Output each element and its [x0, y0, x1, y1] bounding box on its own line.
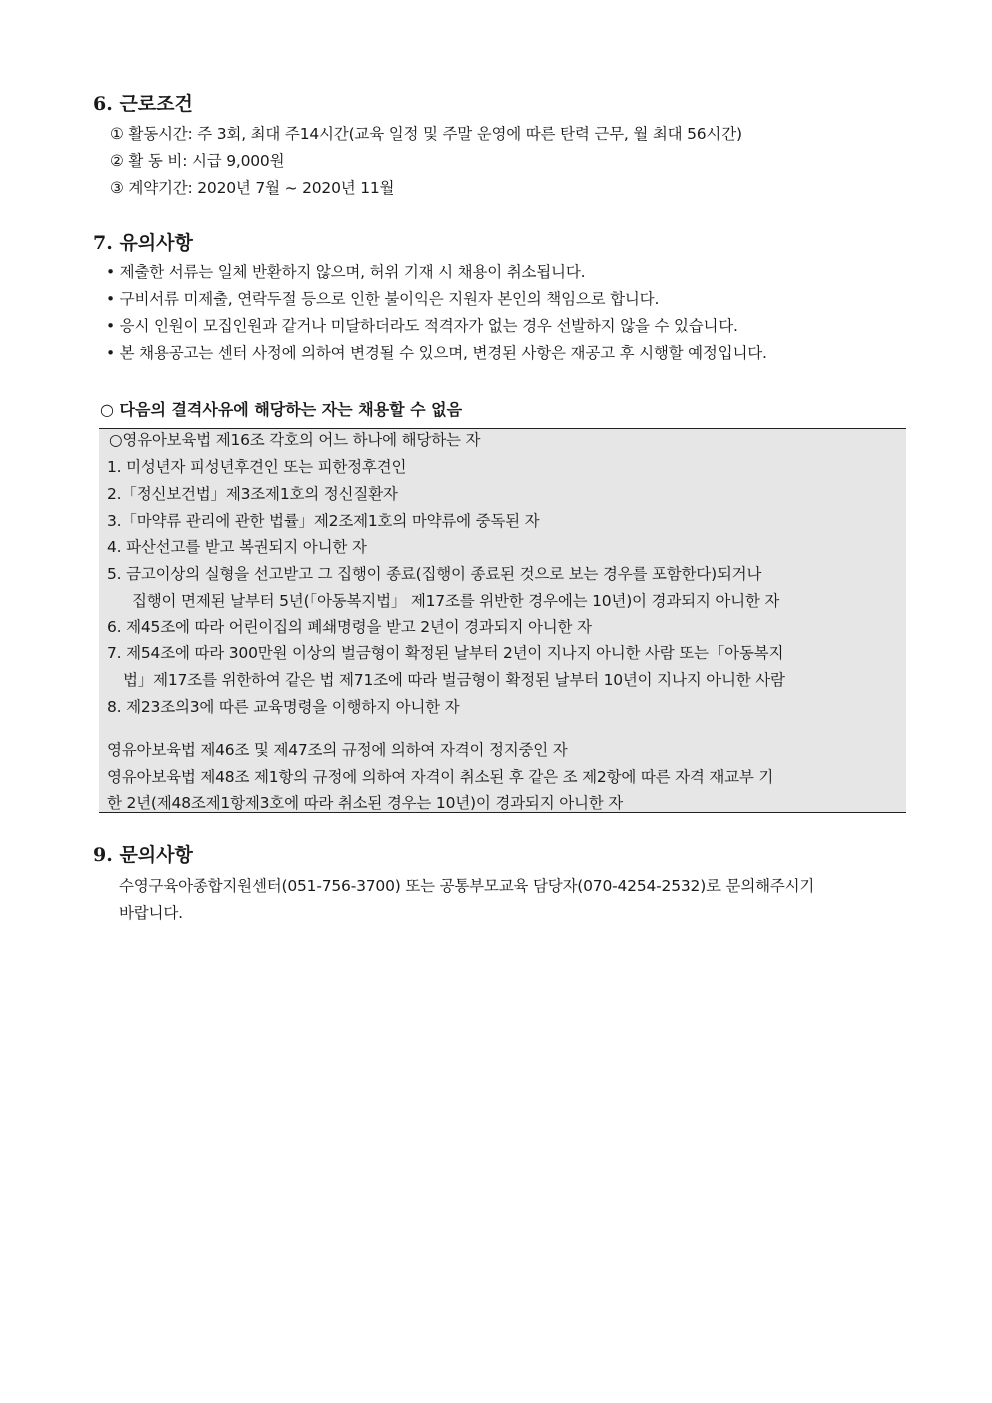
disqualification-item: 2.「정신보건법」제3조제1호의 정신질환자	[107, 485, 398, 503]
work-pay: ② 활 동 비: 시급 9,000원	[110, 152, 285, 170]
disqualification-item: 3.「마약류 관리에 관한 법률」제2조제1호의 마약류에 중독된 자	[107, 512, 540, 530]
section-7-title: 7. 유의사항	[93, 232, 193, 254]
disqualification-extra: 영유아보육법 제48조 제1항의 규정에 의하여 자격이 취소된 후 같은 조 제2항에 따른 자격 재교부 기	[107, 768, 774, 786]
section-9-title: 9. 문의사항	[93, 844, 193, 866]
disqualification-item: 1. 미성년자 피성년후견인 또는 피한정후견인	[107, 458, 407, 476]
notice-item: • 제출한 서류는 일체 반환하지 않으며, 허위 기재 시 채용이 취소됩니다.	[106, 263, 586, 281]
disqualification-extra: 영유아보육법 제46조 및 제47조의 규정에 의하여 자격이 정지중인 자	[107, 741, 568, 759]
disqualification-item-continuation: 집행이 면제된 날부터 5년(「아동복지법」 제17조를 위반한 경우에는 10년)이 경과되지 아니한 자	[132, 592, 780, 610]
work-hours: ① 활동시간: 주 3회, 최대 주14시간(교육 일정 및 주말 운영에 따른 탄력 근무, 월 최대 56시간)	[110, 125, 742, 143]
disqualification-item: 8. 제23조의3에 따른 교육명령을 이행하지 아니한 자	[107, 698, 460, 716]
contact-text-continuation: 바랍니다.	[119, 904, 183, 922]
disqualification-extra-continuation: 한 2년(제48조제1항제3호에 따라 취소된 경우는 10년)이 경과되지 아니한 자	[107, 794, 624, 812]
notice-item: • 본 채용공고는 센터 사정에 의하여 변경될 수 있으며, 변경된 사항은 재공고 후 시행할 예정입니다.	[106, 344, 767, 362]
disqualification-item-continuation: 법」제17조를 위한하여 같은 법 제71조에 따라 벌금형이 확정된 날부터 10년이 지나지 아니한 사람	[123, 671, 785, 689]
contract-period: ③ 계약기간: 2020년 7월 ~ 2020년 11월	[110, 179, 395, 197]
disqualification-heading: ○ 다음의 결격사유에 해당하는 자는 채용할 수 없음	[100, 400, 463, 419]
contact-text: 수영구육아종합지원센터(051-756-3700) 또는 공통부모교육 담당자(070-4254-2532)로 문의해주시기	[119, 877, 815, 895]
notice-item: • 구비서류 미제출, 연락두절 등으로 인한 불이익은 지원자 본인의 책임으로 합니다.	[106, 290, 660, 308]
disqualification-item: 5. 금고이상의 실형을 선고받고 그 집행이 종료(집행이 종료된 것으로 보는 경우를 포함한다)되거나	[107, 565, 762, 583]
disqualification-item: 7. 제54조에 따라 300만원 이상의 벌금형이 확정된 날부터 2년이 지나지 아니한 사람 또는「아동복지	[107, 644, 784, 662]
disqualification-item: 4. 파산선고를 받고 복권되지 아니한 자	[107, 538, 367, 556]
notice-item: • 응시 인원이 모집인원과 같거나 미달하더라도 적격자가 없는 경우 선발하지 않을 수 있습니다.	[106, 317, 738, 335]
disqualification-intro: ○영유아보육법 제16조 각호의 어느 하나에 해당하는 자	[109, 431, 481, 449]
disqualification-box	[99, 428, 906, 813]
section-6-title: 6. 근로조건	[93, 93, 193, 115]
disqualification-item: 6. 제45조에 따라 어린이집의 폐쇄명령을 받고 2년이 경과되지 아니한 자	[107, 618, 592, 636]
